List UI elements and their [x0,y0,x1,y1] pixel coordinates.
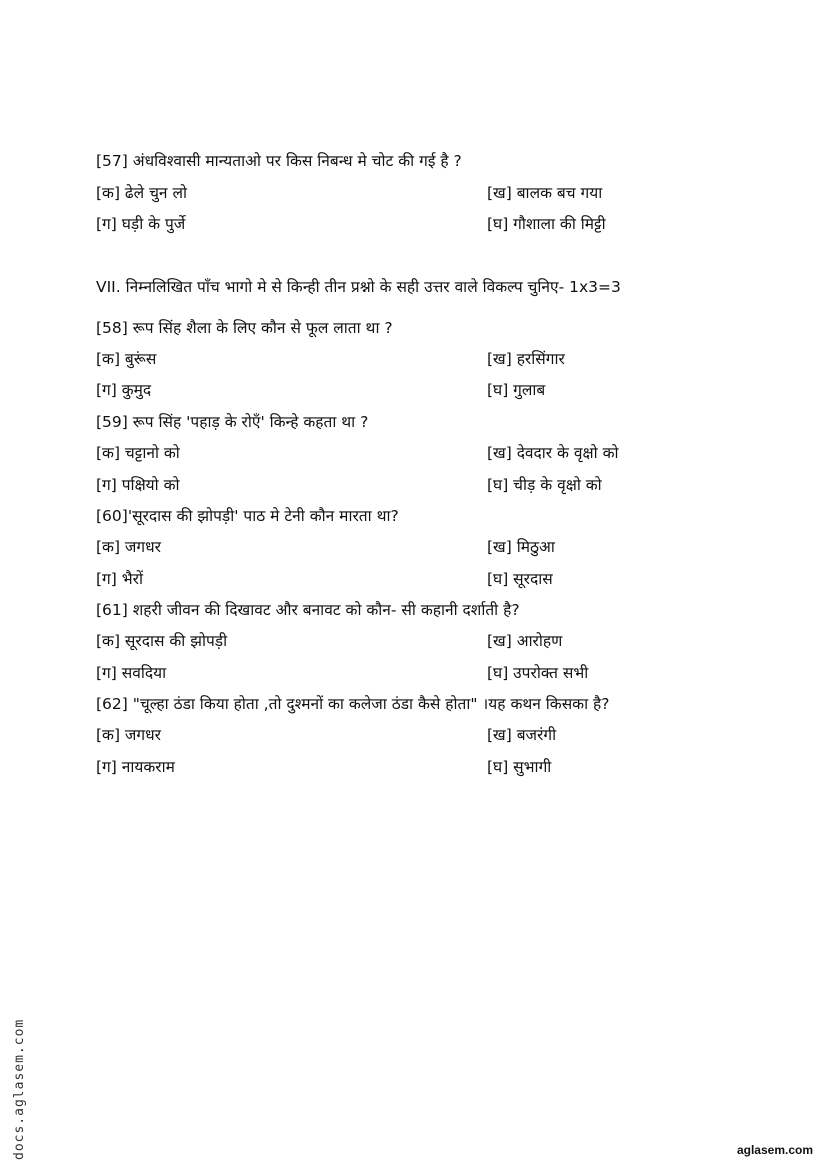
q61-option-ka: [क] सूरदास की झोपड़ी [96,632,228,650]
q61-option-ga: [ग] सवदिया [96,664,167,682]
q57-option-kha: [ख] बालक बच गया [487,184,603,202]
q61-option-gha: [घ] उपरोक्त सभी [487,664,589,682]
q62-option-gha: [घ] सुभागी [487,758,552,776]
q59-option-ga: [ग] पक्षियो को [96,476,180,494]
q58-option-gha: [घ] गुलाब [487,381,546,399]
q62-option-kha: [ख] बजरंगी [487,726,557,744]
question-61: [61] शहरी जीवन की दिखावट और बनावट को कौन- सी कहानी दर्शाती है? [96,601,520,619]
q60-option-ka: [क] जगधर [96,538,162,556]
q58-option-ka: [क] बुरूंस [96,350,157,368]
q61-option-kha: [ख] आरोहण [487,632,563,650]
question-59: [59] रूप सिंह 'पहाड़ के रोएँ' किन्हे कहता था ? [96,413,369,431]
q60-option-ga: [ग] भैरों [96,570,143,588]
question-57: [57] अंधविश्वासी मान्यताओ पर किस निबन्ध मे चोट की गई है ? [96,152,462,170]
q57-option-ka: [क] ढेले चुन लो [96,184,187,202]
question-58: [58] रूप सिंह शैला के लिए कौन से फूल लाता था ? [96,319,393,337]
q59-option-ka: [क] चट्टानो को [96,444,180,462]
question-62: [62] "चूल्हा ठंडा किया होता ,तो दुश्मनों का कलेजा ठंडा कैसे होता" ।यह कथन किसका है? [96,695,610,713]
q58-option-ga: [ग] कुमुद [96,381,152,399]
side-watermark: docs.aglasem.com [12,1018,27,1160]
q59-option-gha: [घ] चीड़ के वृक्षो को [487,476,602,494]
q58-option-kha: [ख] हरसिंगार [487,350,565,368]
section-vii-instruction: VII. निम्नलिखित पाँच भागो मे से किन्ही तीन प्रश्नो के सही उत्तर वाले विकल्प चुनिए- 1x3=3 [96,278,621,296]
q60-option-kha: [ख] मिठुआ [487,538,555,556]
q57-option-ga: [ग] घड़ी के पुर्जे [96,215,186,233]
q62-option-ga: [ग] नायकराम [96,758,175,776]
question-60: [60]'सूरदास की झोपड़ी' पाठ मे टेनी कौन मारता था? [96,507,399,525]
q57-option-gha: [घ] गौशाला की मिट्टी [487,215,606,233]
q62-option-ka: [क] जगधर [96,726,162,744]
footer-brand: aglasem.com [736,1143,813,1157]
q60-option-gha: [घ] सूरदास [487,570,553,588]
q59-option-kha: [ख] देवदार के वृक्षो को [487,444,619,462]
